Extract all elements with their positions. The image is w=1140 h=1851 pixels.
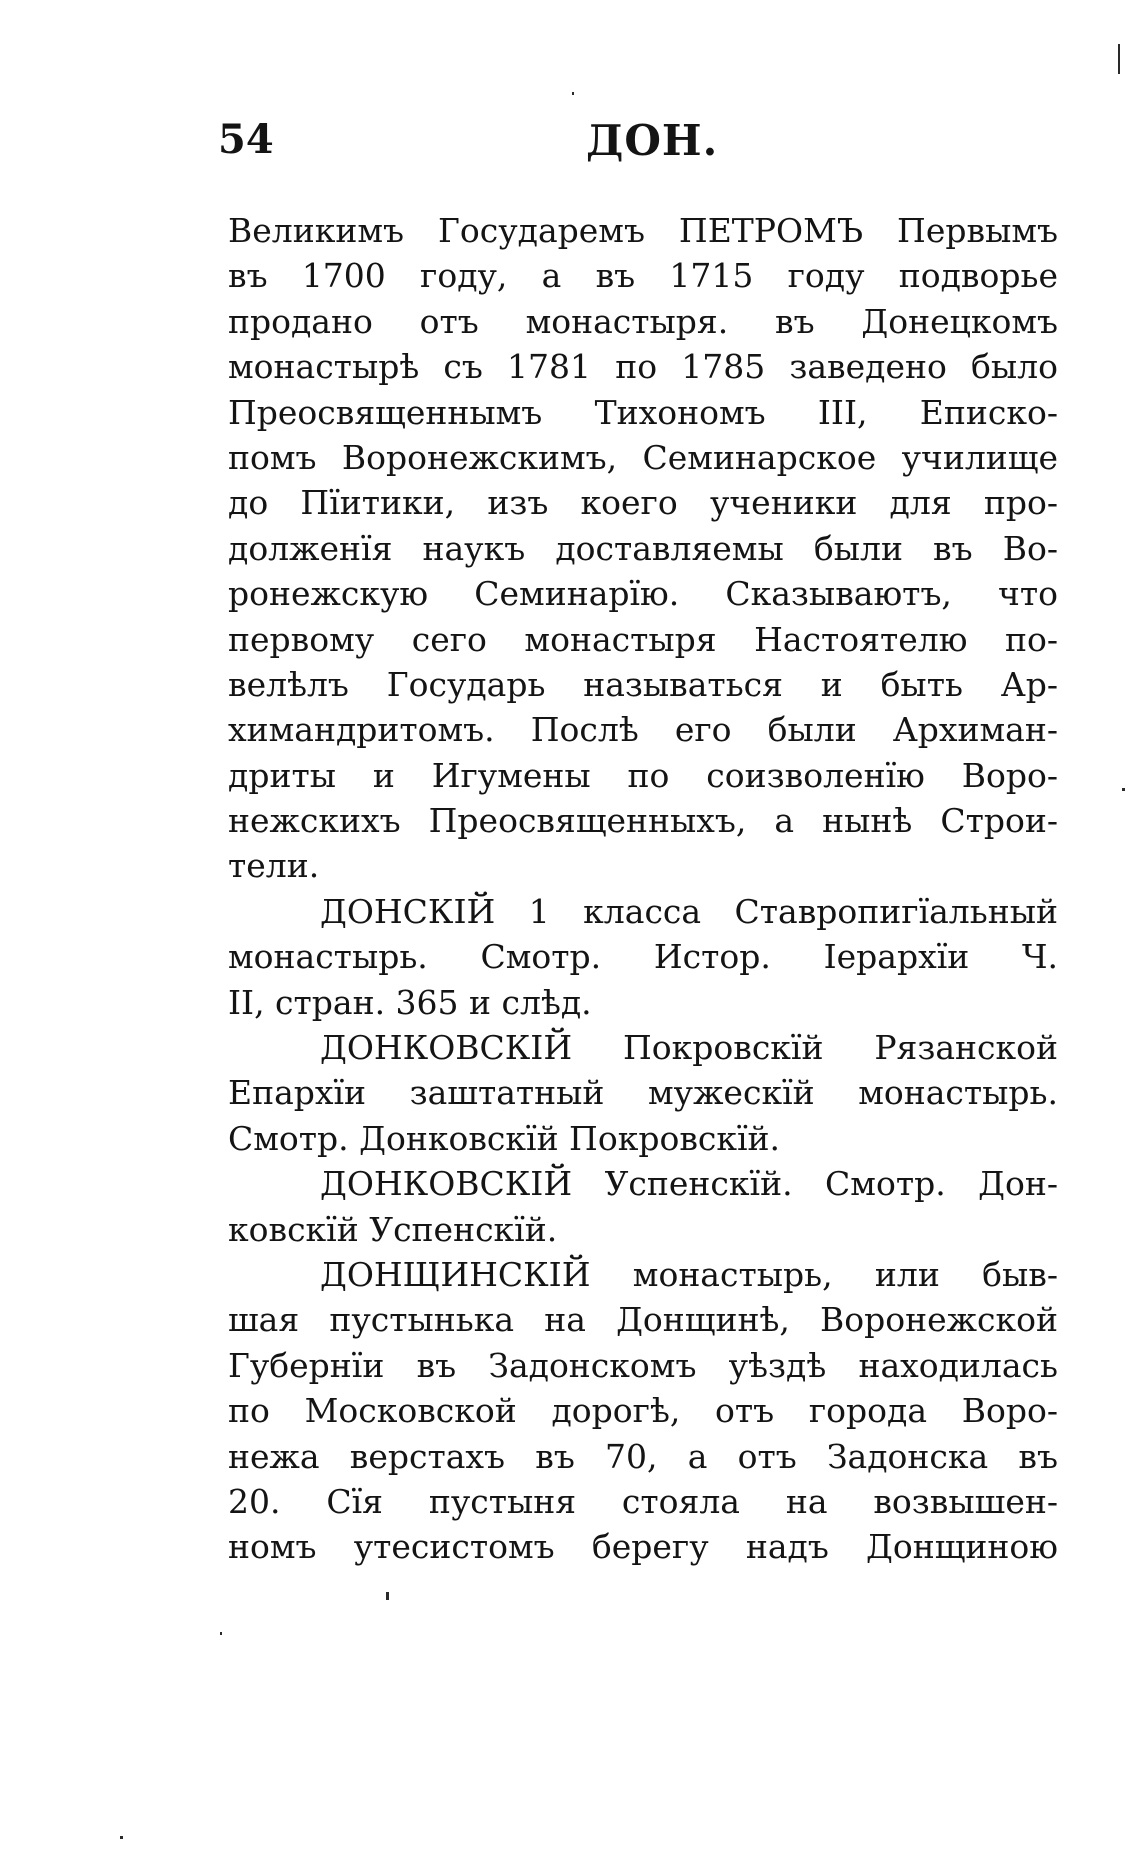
scan-mark (1118, 44, 1120, 74)
entry-heading-line: ДОНКОВСКIЙ Успенскїй. Смотр. Дон- (320, 1164, 1058, 1204)
text-line: II, стран. 365 и слѣд. (228, 982, 592, 1022)
text-line: долженїя наукъ доставляемы были въ Во- (228, 528, 1058, 568)
text-line: 20. Сїя пустыня стояла на возвышен- (228, 1481, 1058, 1521)
scan-mark (120, 1836, 123, 1839)
text-line: номъ утесистомъ берегу надъ Донщиною (228, 1527, 1058, 1567)
text-line: Великимъ Государемъ ПЕТРОМЪ Первымъ (228, 211, 1058, 250)
running-head: ДОН. (586, 116, 719, 165)
text-line: монастырь. Смотр. Истор. Iерархїи Ч. (228, 937, 1058, 977)
text-line: дриты и Игумены по соизволенїю Воро- (228, 755, 1058, 795)
entry-heading-line: ДОНЩИНСКIЙ монастырь, или быв- (320, 1254, 1058, 1294)
text-line: тели. (228, 846, 320, 886)
body-text (228, 208, 1058, 1570)
text-line: по Московской дорогѣ, отъ города Воро- (228, 1391, 1058, 1431)
text-line: въ 1700 году, а въ 1715 году подворье (228, 256, 1058, 296)
text-line: до Пїитики, изъ коего ученики для про- (228, 483, 1058, 523)
text-line: нежа верстахъ въ 70, а отъ Задонска въ (228, 1436, 1058, 1476)
text-line: Преосвященнымъ Тихономъ III, Еписко- (228, 392, 1058, 432)
entry-heading-line: ДОНКОВСКIЙ Покровскїй Рязанской (320, 1028, 1058, 1068)
page-number: 54 (218, 116, 274, 163)
text-line: велѣлъ Государь называться и быть Ар- (228, 664, 1058, 704)
text-line: первому сего монастыря Настоятелю по- (228, 619, 1058, 659)
scan-mark (1122, 788, 1125, 791)
text-line: нежскихъ Преосвященныхъ, а нынѣ Строи- (228, 801, 1058, 841)
scan-mark (220, 1632, 222, 1635)
text-line: Епархїи заштатный мужескїй монастырь. (228, 1073, 1058, 1113)
scan-mark (572, 92, 574, 95)
text-line: Смотр. Донковскїй Покровскїй. (228, 1118, 781, 1158)
text-line: химандритомъ. Послѣ его были Архиман- (228, 710, 1058, 750)
text-line: продано отъ монастыря. въ Донецкомъ (228, 301, 1058, 341)
scan-mark (386, 1592, 389, 1600)
text-line: помъ Воронежскимъ, Семинарское училище (228, 437, 1058, 477)
text-line: шая пустынька на Донщинѣ, Воронежской (228, 1300, 1058, 1340)
text-line: ковскїй Успенскїй. (228, 1209, 558, 1249)
text-line: монастырѣ съ 1781 по 1785 заведено было (228, 347, 1058, 387)
entry-heading-line: ДОНСКIЙ 1 класса Ставропигїальный (320, 891, 1058, 931)
text-line: Губернїи въ Задонскомъ уѣздѣ находилась (228, 1345, 1058, 1385)
text-line: ронежскую Семинарїю. Сказываютъ, что (228, 574, 1058, 614)
